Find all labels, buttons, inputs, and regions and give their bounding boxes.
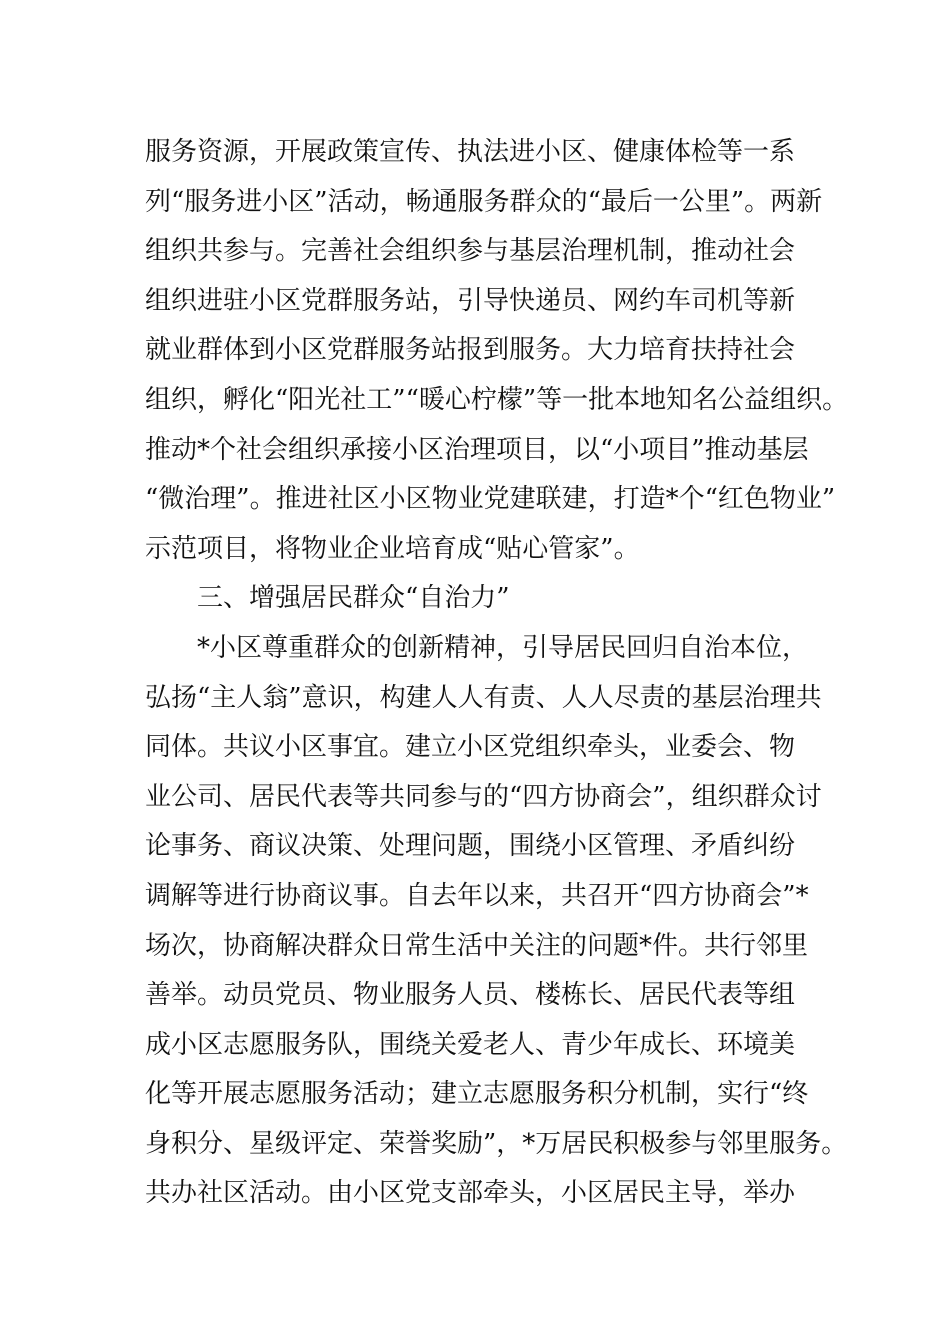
text-line: 化等开展志愿服务活动；建立志愿服务积分机制，实行“终	[145, 1079, 809, 1110]
text-line: 弘扬“主人翁”意识，构建人人有责、人人尽责的基层治理共	[145, 682, 822, 713]
text-line: 组织，孵化“阳光社工”“暖心柠檬”等一批本地知名公益组织。	[145, 384, 849, 415]
text-line: 共办社区活动。由小区党支部牵头，小区居民主导，举办	[145, 1178, 796, 1209]
paragraph-first-line: *小区尊重群众的创新精神，引导居民回归自治本位，	[197, 632, 809, 663]
text-line: 业公司、居民代表等共同参与的“四方协商会”，组织群众讨	[145, 781, 822, 812]
text-line: 列“服务进小区”活动，畅通服务群众的“最后一公里”。两新	[145, 186, 823, 217]
text-line: 场次，协商解决群众日常生活中关注的问题*件。共行邻里	[145, 930, 809, 961]
text-line: “微治理”。推进社区小区物业党建联建，打造*个“红色物业”	[145, 484, 836, 515]
text-line: 同体。共议小区事宜。建立小区党组织牵头，业委会、物	[145, 732, 796, 763]
text-line: 就业群体到小区党群服务站报到服务。大力培育扶持社会	[145, 335, 796, 366]
text-line: 服务资源，开展政策宣传、执法进小区、健康体检等一系	[145, 137, 796, 167]
text-line: 组织进驻小区党群服务站，引导快递员、网约车司机等新	[145, 285, 796, 316]
text-line: 论事务、商议决策、处理问题，围绕小区管理、矛盾纠纷	[145, 831, 796, 862]
text-line: 示范项目，将物业企业培育成“贴心管家”。	[145, 533, 640, 564]
text-line: 身积分、星级评定、荣誉奖励”，*万居民积极参与邻里服务。	[145, 1128, 848, 1159]
text-line: 成小区志愿服务队，围绕关爱老人、青少年成长、环境美	[145, 1029, 796, 1060]
text-line: 调解等进行协商议事。自去年以来，共召开“四方协商会”*	[145, 880, 809, 911]
text-line: 善举。动员党员、物业服务人员、楼栋长、居民代表等组	[145, 980, 796, 1011]
text-line: 组织共参与。完善社会组织参与基层治理机制，推动社会	[145, 236, 796, 267]
text-line: 推动*个社会组织承接小区治理项目，以“小项目”推动基层	[145, 434, 809, 465]
section-heading: 三、增强居民群众“自治力”	[197, 583, 510, 614]
body-text	[145, 128, 849, 1219]
